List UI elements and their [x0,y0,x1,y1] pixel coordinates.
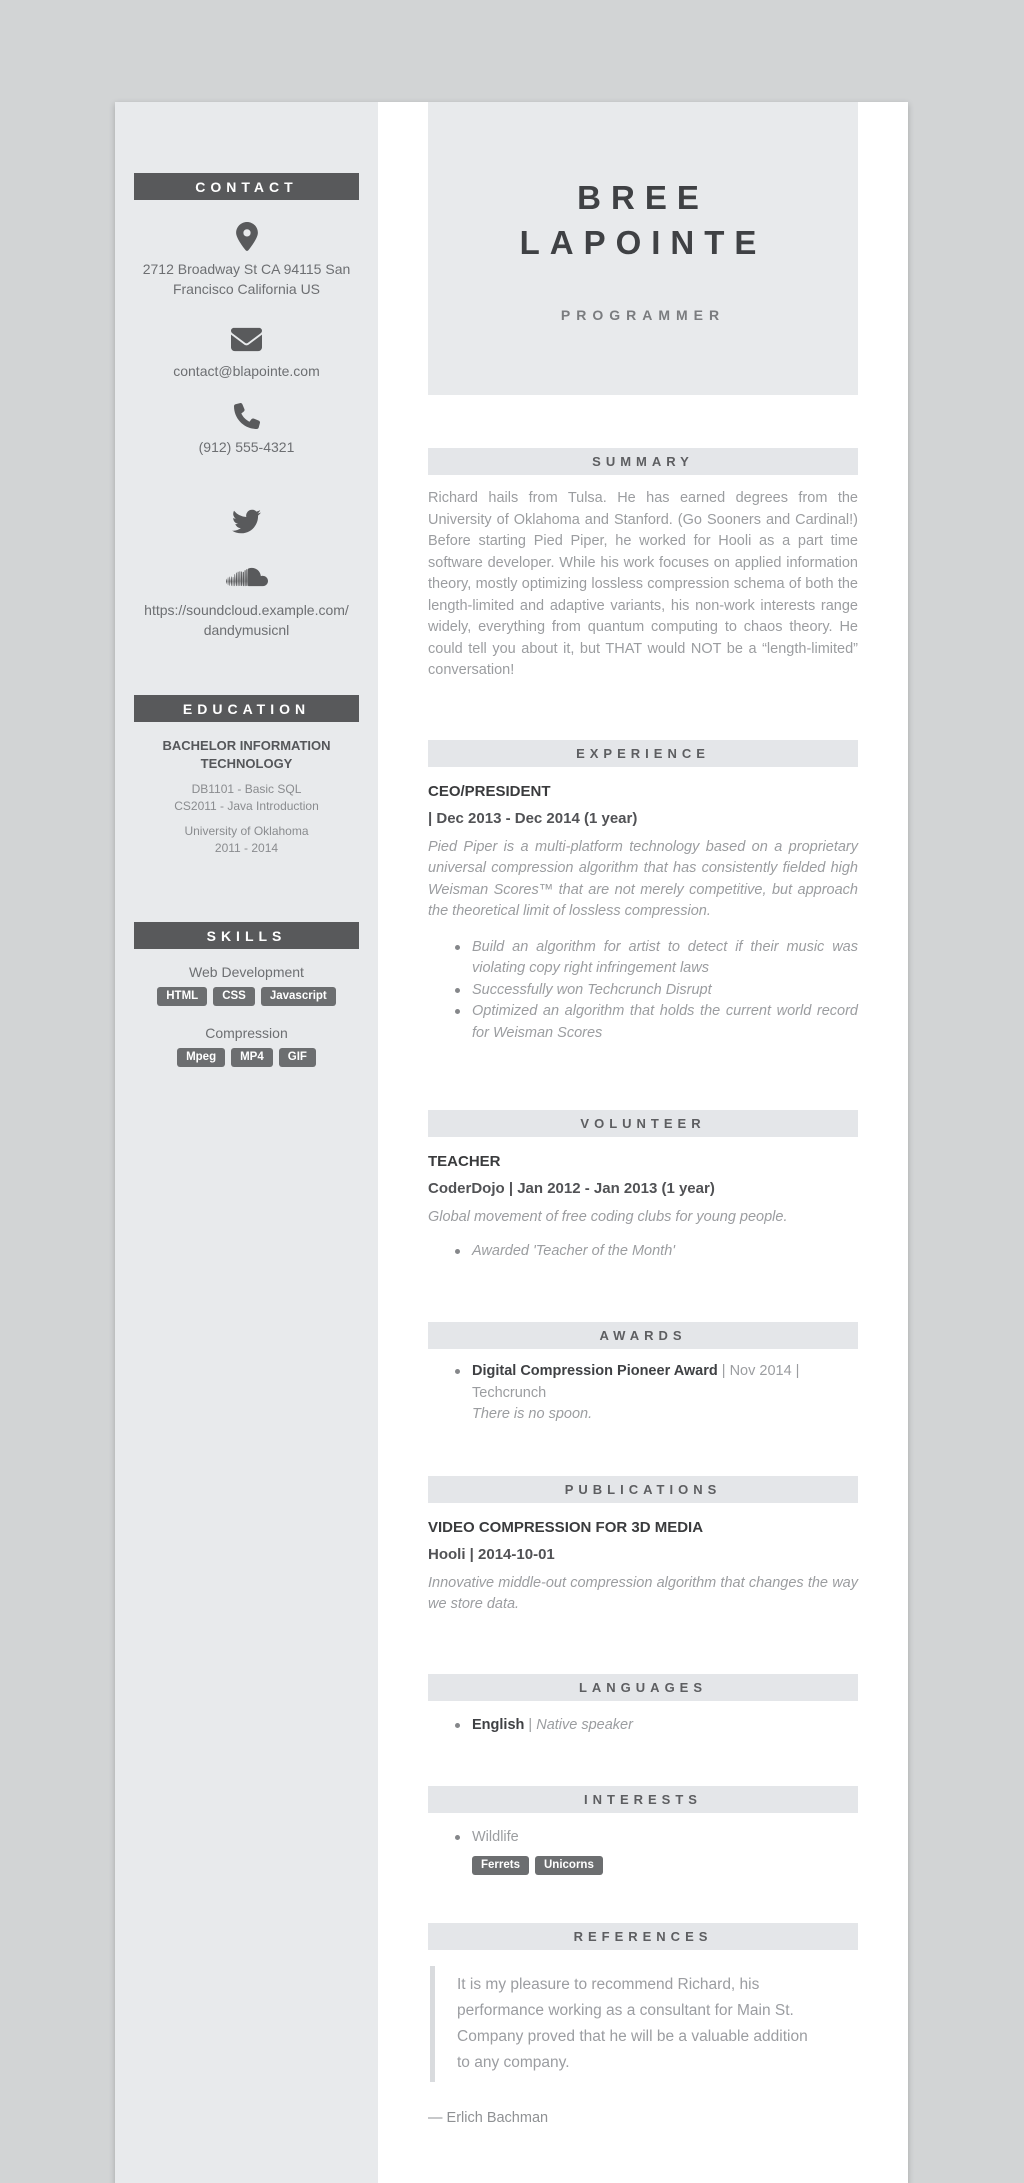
references-heading: REFERENCES [428,1923,858,1950]
contact-phone: (912) 555-4321 [198,439,295,455]
interests-list [428,1827,858,1879]
skill-tag-row [115,1047,378,1071]
skill-tag: CSS [213,987,255,1006]
skill-group-name: Compression [205,1025,288,1041]
skill-tag: GIF [279,1048,316,1067]
person-title: PROGRAMMER [560,306,726,323]
education-course: DB1101 - Basic SQL [191,782,302,796]
skill-tag: Mpeg [177,1048,225,1067]
experience-role: CEO/PRESIDENT [428,782,551,800]
interest-item [472,1827,858,1879]
volunteer-description: Global movement of free coding clubs for young people. [428,1209,788,1225]
contact-heading [134,173,359,200]
experience-highlight: Build an algorithm for artist to detect if their music was violating copy right infringement laws [472,937,858,980]
location-pin-icon [115,222,378,251]
main-column [378,102,908,2183]
experience-heading: EXPERIENCE [428,740,858,767]
language-fluency: Native speaker [536,1716,633,1733]
skills-heading [134,922,359,949]
experience-highlights [428,937,858,1045]
skill-tag: MP4 [231,1048,273,1067]
summary-text: Richard hails from Tulsa. He has earned degrees from the University of Oklahoma and Stanford. (Go Sooners and Cardinal!) Before starting Pied Piper, he worked for Hooli as a part time software developer. While his work focuses on applied information theory, mostly optimizing lossless compression schema of both the length-limited and adaptive variants, his non-work interests range widely, everything from quantum computing to chaos theory. He could tell you about it, but THAT would NOT be a “length-limited” conversation! [428,490,858,678]
volunteer-highlights [428,1241,858,1263]
volunteer-role: TEACHER [428,1153,501,1170]
interest-tag: Ferrets [472,1856,529,1875]
reference-attribution: — Erlich Bachman [428,2109,549,2126]
soundcloud-url[interactable]: https://soundcloud.example.com/ dandymusicnl [144,602,349,638]
interests-section [428,1786,858,1879]
experience-highlight: Optimized an algorithm that holds the current world record for Weisman Scores [472,1001,858,1044]
experience-highlight: Successfully won Techcrunch Disrupt [472,980,858,1002]
education-years: 2011 - 2014 [214,841,279,855]
language-item [472,1715,858,1737]
contact-heading-label: CONTACT [195,178,298,195]
volunteer-section [428,1110,858,1262]
envelope-icon [115,324,378,355]
interest-name: Wildlife [472,1829,519,1845]
soundcloud-icon[interactable] [115,564,378,590]
sidebar [115,102,378,2183]
languages-heading: LANGUAGES [428,1674,858,1701]
publication-name: VIDEO COMPRESSION FOR 3D MEDIA [428,1518,704,1536]
summary-heading: SUMMARY [428,448,858,475]
award-name: Digital Compression Pioneer Award [472,1363,718,1379]
skills-heading-label: SKILLS [206,927,287,944]
education-heading [134,695,359,722]
summary-section [428,448,858,682]
interest-tag: Unicorns [535,1856,603,1875]
education-course: CS2011 - Java Introduction [174,799,319,813]
skill-tag: HTML [157,987,207,1006]
reference-quote: It is my pleasure to recommend Richard, his performance working as a consultant for Main St. Company proved that he will be a valuable addition to any company. [430,1966,822,2082]
experience-description: Pied Piper is a multi-platform technology based on a proprietary universal compression algorithm that has consistently fielded high Weisman Scores™ that are not merely competitive, but approach the theoretical limit of lossless compression. [428,838,858,919]
languages-list [428,1715,858,1737]
education-heading-label: EDUCATION [182,700,311,717]
publication-description: Innovative middle-out compression algorithm that changes the way we store data. [428,1574,858,1612]
interests-heading: INTERESTS [428,1786,858,1813]
education-degree: BACHELOR INFORMATION TECHNOLOGY [162,738,331,771]
contact-address: 2712 Broadway St CA 94115 San Francisco California US [142,261,351,297]
languages-section [428,1674,858,1737]
contact-email: contact@blapointe.com [173,363,320,379]
skill-tag-row [115,986,378,1010]
volunteer-heading: VOLUNTEER [428,1110,858,1137]
experience-section [428,740,858,1045]
publications-section [428,1476,858,1616]
language-separator: | [528,1716,533,1733]
awards-heading: AWARDS [428,1322,858,1349]
award-item [472,1361,858,1426]
phone-icon [115,403,378,429]
award-meta: | Nov 2014 | Techcrunch [472,1363,800,1401]
experience-period: | Dec 2013 - Dec 2014 (1 year) [428,809,638,827]
language-name: English [472,1716,525,1733]
resume-card [115,102,908,2183]
skill-group-name: Web Development [189,964,304,980]
name-header [428,102,858,395]
interest-tag-row [472,1854,858,1879]
awards-list [428,1361,858,1426]
publications-heading: PUBLICATIONS [428,1476,858,1503]
skill-tag: Javascript [261,987,336,1006]
publication-meta: Hooli | 2014-10-01 [428,1545,555,1563]
award-note: There is no spoon. [472,1406,593,1422]
person-name: BREE LAPOINTE [519,178,767,261]
awards-section [428,1322,858,1426]
education-school: University of Oklahoma [184,824,309,838]
references-section [428,1923,858,2126]
volunteer-org-period: CoderDojo | Jan 2012 - Jan 2013 (1 year) [428,1180,715,1197]
twitter-icon[interactable] [115,507,378,536]
volunteer-highlight: Awarded 'Teacher of the Month' [472,1241,858,1263]
